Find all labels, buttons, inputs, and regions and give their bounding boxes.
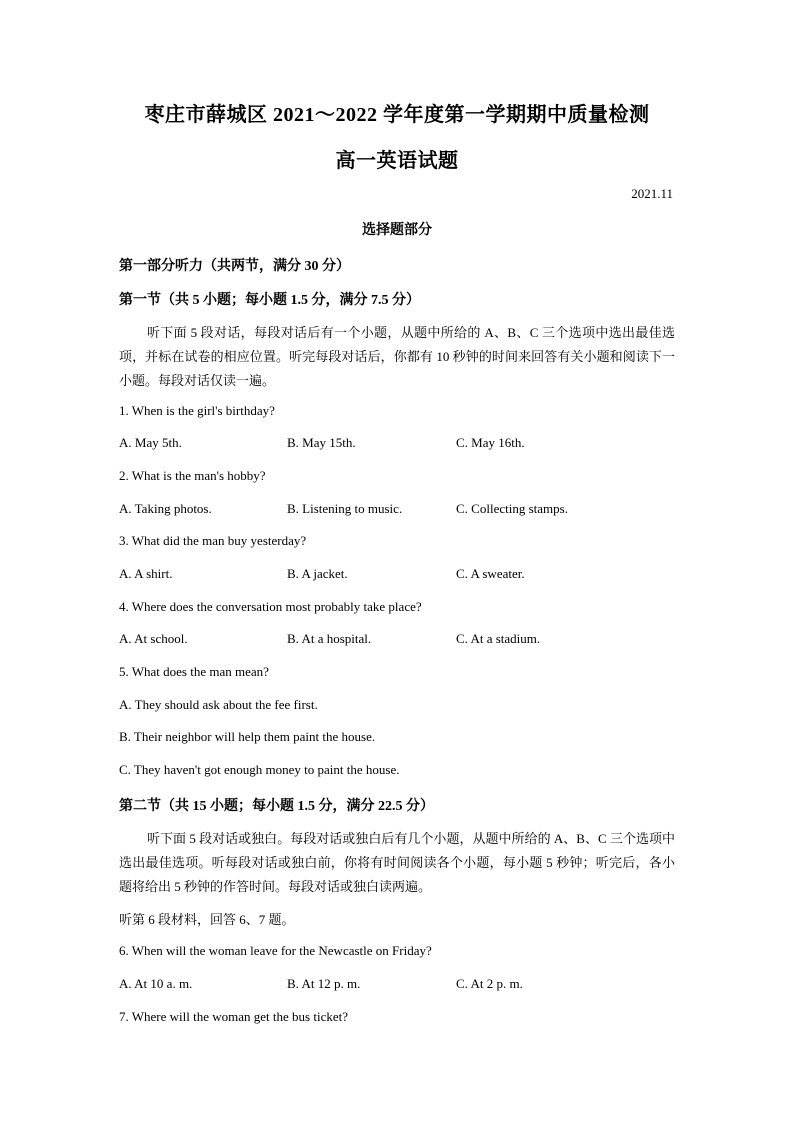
q6-option-b: B. At 12 p. m. — [287, 976, 361, 991]
q2-option-a: A. Taking photos. — [119, 501, 212, 516]
q2-option-b: B. Listening to music. — [287, 501, 403, 516]
section1-heading: 第一节（共 5 小题；每小题 1.5 分，满分 7.5 分） — [119, 293, 420, 308]
section2-heading: 第二节（共 15 小题；每小题 1.5 分，满分 22.5 分） — [119, 799, 434, 814]
q4-option-a: A. At school. — [119, 631, 188, 646]
q4-option-c: C. At a stadium. — [456, 631, 541, 646]
part1-heading: 第一部分听力（共两节，满分 30 分） — [119, 259, 350, 274]
q6-option-a: A. At 10 a. m. — [119, 976, 193, 991]
q2-option-c: C. Collecting stamps. — [456, 501, 568, 516]
exam-subtitle: 高一英语试题 — [335, 150, 459, 172]
question-4: 4. Where does the conversation most probably take place? — [119, 599, 422, 614]
question-3: 3. What did the man buy yesterday? — [119, 533, 307, 548]
q3-option-a: A. A shirt. — [119, 566, 173, 581]
q1-option-a: A. May 5th. — [119, 435, 182, 450]
section2-instructions: 听下面 5 段对话或独白。每段对话或独白后有几个小题，从题中所给的 A、B、C 三个选项中选出最佳选项。听每段对话或独白前，你将有时间阅读各个小题，每小题 5 秒钟；听完后，各小题将给出 5 秒钟的作答时间。每段对话或独白读两遍。 — [119, 831, 675, 894]
q3-option-c: C. A sweater. — [456, 566, 525, 581]
q6-option-c: C. At 2 p. m. — [456, 976, 523, 991]
q1-option-b: B. May 15th. — [287, 435, 356, 450]
q1-option-c: C. May 16th. — [456, 435, 525, 450]
question-2: 2. What is the man's hobby? — [119, 468, 266, 483]
exam-date: 2021.11 — [631, 186, 673, 201]
q5-option-b: B. Their neighbor will help them paint the house. — [119, 729, 376, 744]
section1-instructions: 听下面 5 段对话，每段对话后有一个小题，从题中所给的 A、B、C 三个选项中选出最佳选项，并标在试卷的相应位置。听完每段对话后，你都有 10 秒钟的时间来回答有关小题和阅读下一小题。每段对话仅读一遍。 — [119, 325, 675, 388]
material-note: 听第 6 段材料，回答 6、7 题。 — [119, 912, 295, 927]
q3-option-b: B. A jacket. — [287, 566, 348, 581]
question-1: 1. When is the girl's birthday? — [119, 403, 275, 418]
q4-option-b: B. At a hospital. — [287, 631, 372, 646]
exam-title: 枣庄市薛城区 2021～2022 学年度第一学期期中质量检测 — [144, 104, 650, 126]
question-5: 5. What does the man mean? — [119, 664, 269, 679]
question-6: 6. When will the woman leave for the Newcastle on Friday? — [119, 943, 432, 958]
question-7: 7. Where will the woman get the bus ticket? — [119, 1009, 348, 1024]
part-heading: 选择题部分 — [362, 223, 432, 238]
q5-option-c: C. They haven't got enough money to paint the house. — [119, 762, 400, 777]
q5-option-a: A. They should ask about the fee first. — [119, 697, 318, 712]
